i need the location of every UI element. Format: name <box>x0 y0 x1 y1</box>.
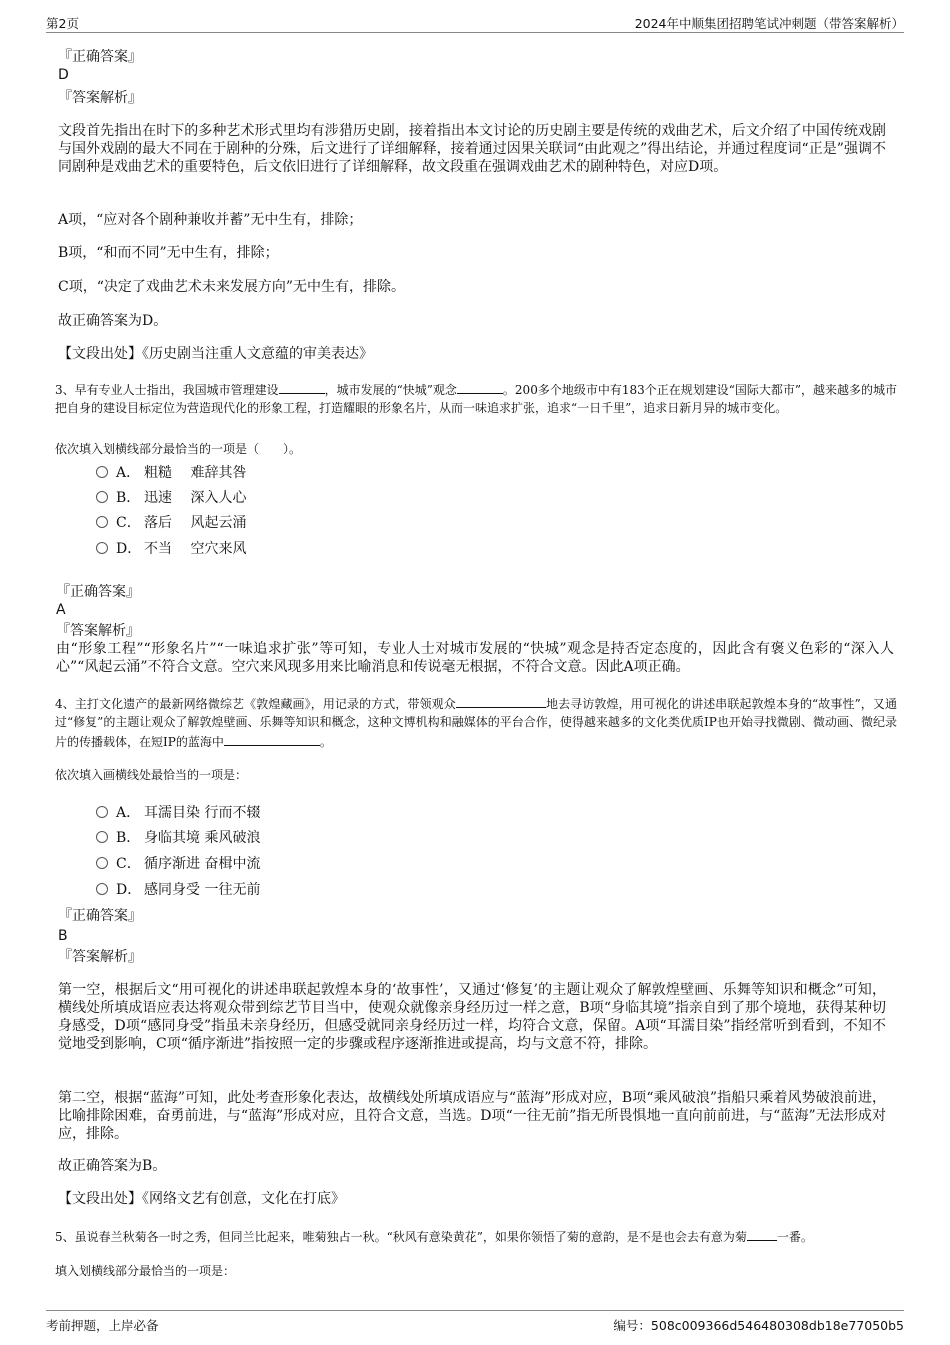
source-line <box>58 345 373 363</box>
question-5-stem: 5、虽说春兰秋菊各一时之秀，但同兰比起来，唯菊独占一秋。“秋风有意染黄花”，如果你领悟了菊的意韵，是不是也会去有意为菊 一番。 <box>55 1226 813 1246</box>
blank-line <box>224 731 320 746</box>
answer-label: 『正确答案』 <box>58 49 142 65</box>
analysis-label: 『答案解析』 <box>58 949 142 965</box>
page-header <box>46 12 904 33</box>
answer-value: D <box>58 67 69 83</box>
radio-button[interactable] <box>96 516 108 528</box>
option-d[interactable]: D． 不当 空穴来风 <box>96 540 246 558</box>
page-number: 第2页 <box>46 16 79 31</box>
analysis-paragraph: 文段首先指出在时下的多种艺术形式里均有涉猎历史剧，接着指出本文讨论的历史剧主要是传统的戏曲艺术，后文介绍了中国传统戏剧与国外戏剧的最大不同在于剧种的分殊，后文进行了详细解释，接着通过因果关联词“由此观之”得出结论，并通过程度词“正是”强调不同剧种是戏曲艺术的重要特色，后文依旧进行了详细解释，故文段重在强调戏曲艺术的剧种特色，对应D项。 <box>58 123 886 175</box>
source-title: 《历史剧当注重人文意蕴的审美表达》 <box>142 346 373 362</box>
question-3-prompt: 依次填入划横线部分最恰当的一项是（ ）。 <box>55 442 302 456</box>
blank-line <box>456 693 546 708</box>
analysis-option-a: A项，“应对各个剧种兼收并蓄”无中生有，排除； <box>58 212 363 228</box>
radio-button[interactable] <box>96 806 108 818</box>
blank-line <box>457 379 503 394</box>
radio-button[interactable] <box>96 466 108 478</box>
analysis-label: 『答案解析』 <box>58 90 142 106</box>
document-code: 编号：508c009366d546480308db18e77050b5 <box>613 1318 904 1333</box>
option-b[interactable]: B． 迅速 深入人心 <box>96 489 246 507</box>
answer-value: B <box>58 928 68 944</box>
question-4-prompt: 依次填入画横线处最恰当的一项是： <box>55 768 248 782</box>
document-title: 2024年中顺集团招聘笔试冲刺题（带答案解析） <box>634 16 904 31</box>
radio-button[interactable] <box>96 542 108 554</box>
question-5-prompt: 填入划横线部分最恰当的一项是： <box>55 1264 236 1278</box>
question-4-stem: 4、主打文化遗产的最新网络微综艺《敦煌藏画》，用记录的方式，带领观众 地去寻访敦煌，用可视化的讲述串联起敦煌本身的“故事性”，又通过“修复”的主题让观众了解敦煌壁画、乐舞等知识和概念，这种文博机构和融媒体的平台合作，使得越来越多的文化类优质IP也开始寻找微剧、微动画、微纪录片的传播载体，在短IP的蓝海中 。 <box>55 693 897 751</box>
option-b[interactable]: B． 身临其境 乘风破浪 <box>96 829 260 847</box>
source-title: 《网络文艺有创意，文化在打底》 <box>142 1191 345 1207</box>
blank-line <box>747 1226 777 1241</box>
footer-slogan: 考前押题，上岸必备 <box>46 1318 159 1333</box>
analysis-paragraph: 由“形象工程”“形象名片”“一味追求扩张”等可知，专业人士对城市发展的“快城”观念是持否定态度的，因此含有褒义色彩的“深入人心”“风起云涌”不符合文意。空穴来风现多用来比喻消息和传说毫无根据，不符合文意。因此A项正确。 <box>56 641 894 675</box>
source-label: 【文段出处】 <box>58 346 142 362</box>
answer-value: A <box>56 602 66 618</box>
question-3-stem: 3、早有专业人士指出，我国城市管理建设 ，城市发展的“快城”观念 。200多个地级市中有183个正在规划建设“国际大都市”，越来越多的城市把自身的建设目标定位为营造现代化的形象工程，打造耀眼的形象名片，从而一味追求扩张，追求“一日千里”，追求日新月异的城市变化。 <box>55 379 897 417</box>
answer-label: 『正确答案』 <box>58 908 142 924</box>
radio-button[interactable] <box>96 857 108 869</box>
analysis-option-c: C项，“决定了戏曲艺术未来发展方向”无中生有，排除。 <box>58 279 406 295</box>
blank-line <box>279 379 325 394</box>
analysis-option-b: B项，“和而不同”无中生有，排除； <box>58 245 279 261</box>
source-line <box>58 1190 345 1208</box>
option-c[interactable]: C． 落后 风起云涌 <box>96 514 246 532</box>
answer-label: 『正确答案』 <box>56 584 140 600</box>
option-d[interactable]: D． 感同身受 一往无前 <box>96 881 260 899</box>
conclusion: 故正确答案为D。 <box>58 313 168 329</box>
option-c[interactable]: C． 循序渐进 奋楫中流 <box>96 855 260 873</box>
conclusion: 故正确答案为B。 <box>58 1158 167 1174</box>
radio-button[interactable] <box>96 831 108 843</box>
analysis-label: 『答案解析』 <box>56 623 140 639</box>
radio-button[interactable] <box>96 883 108 895</box>
page-footer <box>46 1310 904 1337</box>
analysis-paragraph-2: 第二空，根据“蓝海”可知，此处考查形象化表达，故横线处所填成语应与“蓝海”形成对应，B项“乘风破浪”指船只乘着风势破浪前进，比喻排除困难，奋勇前进，与“蓝海”形成对应，且符合文意，当选。D项“一往无前”指无所畏惧地一直向前前进，与“蓝海”无法形成对应，排除。 <box>58 1090 886 1142</box>
analysis-paragraph-1: 第一空，根据后文“用可视化的讲述串联起敦煌本身的‘故事性’，又通过‘修复’的主题让观众了解敦煌壁画、乐舞等知识和概念”可知，横线处所填成语应表达将观众带到综艺节目当中，使观众就像亲身经历过一样之意，B项“身临其境”指亲自到了那个境地，获得某种切身感受，D项“感同身受”指虽未亲身经历，但感受就同亲身经历过一样，均符合文意，保留。A项“耳濡目染”指经常听到看到，不知不觉地受到影响，C项“循序渐进”指按照一定的步骤或程序逐渐推进或提高，均与文意不符，排除。 <box>58 982 886 1052</box>
source-label: 【文段出处】 <box>58 1191 142 1207</box>
option-a[interactable]: A． 耳濡目染 行而不辍 <box>96 804 260 822</box>
radio-button[interactable] <box>96 491 108 503</box>
option-a[interactable]: A． 粗糙 难辞其咎 <box>96 464 246 482</box>
